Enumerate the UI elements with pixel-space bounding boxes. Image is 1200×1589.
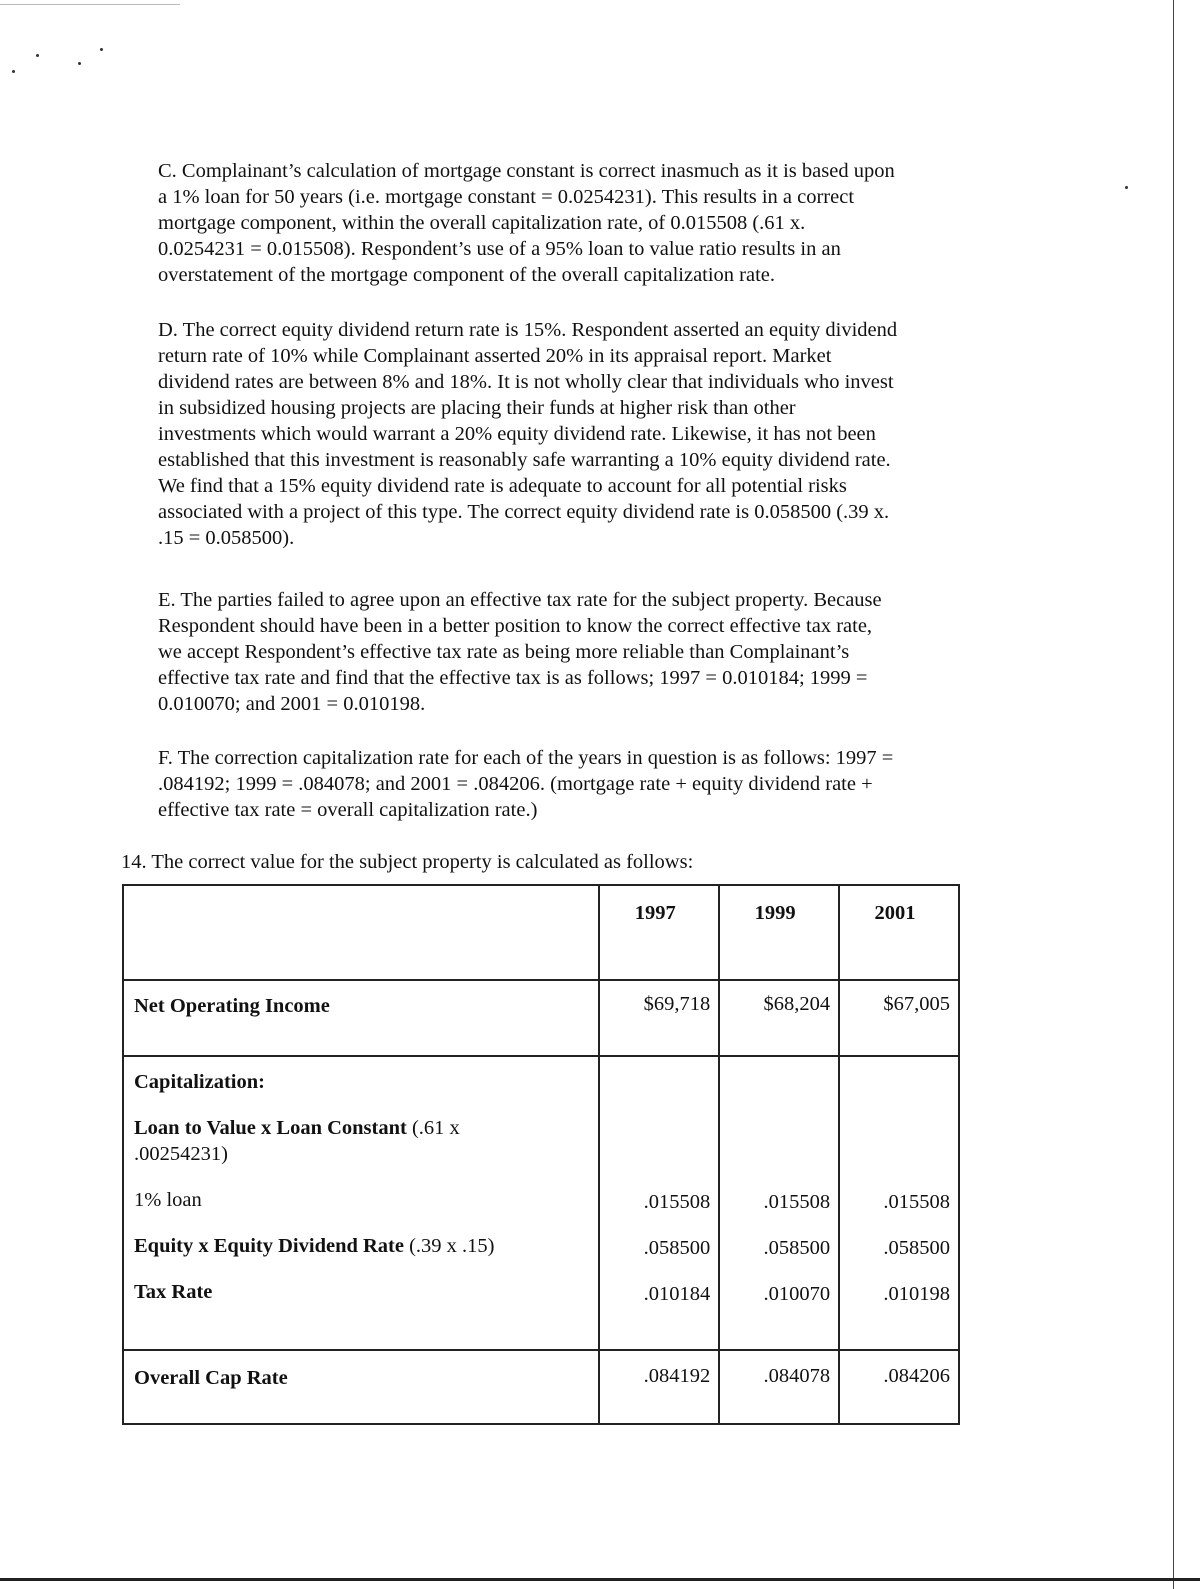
equity-value: .058500 bbox=[643, 1237, 711, 1259]
tax-rate-value: .010198 bbox=[883, 1283, 950, 1305]
paragraph-line: E. The parties failed to agree upon an effective tax rate for the subject property. Because bbox=[158, 589, 882, 611]
paragraph-line: in subsidized housing projects are placing their funds at higher risk than other bbox=[158, 397, 796, 419]
paragraph-line: effective tax rate and find that the effective tax is as follows; 1997 = 0.010184; 1999 = bbox=[158, 667, 868, 689]
paragraph-line: .15 = 0.058500). bbox=[158, 527, 295, 549]
scan-edge-right bbox=[1173, 0, 1174, 1589]
noi-value: $67,005 bbox=[883, 993, 950, 1015]
paragraph-e bbox=[158, 587, 1018, 717]
noi-label-cell bbox=[123, 980, 599, 1056]
paragraph-line: D. The correct equity dividend return rate is 15%. Respondent asserted an equity dividend bbox=[158, 319, 898, 341]
paragraph-line: investments which would warrant a 20% equity dividend rate. Likewise, it has not been bbox=[158, 423, 876, 445]
paragraph-line: a 1% loan for 50 years (i.e. mortgage constant = 0.0254231). This results in a correct bbox=[158, 186, 855, 208]
overall-cap-rate-value: .084192 bbox=[643, 1365, 711, 1387]
one-percent-loan-value: .015508 bbox=[883, 1191, 950, 1213]
overall-cap-rate-label: Overall Cap Rate bbox=[134, 1367, 288, 1389]
equity-value: .058500 bbox=[763, 1237, 831, 1259]
noi-value: $69,718 bbox=[643, 993, 711, 1015]
overall-cell bbox=[599, 1350, 719, 1424]
overall-cap-rate-value: .084206 bbox=[883, 1365, 950, 1387]
noi-label: Net Operating Income bbox=[134, 995, 330, 1017]
header-blank-cell bbox=[123, 885, 599, 980]
paragraph-line: .084192; 1999 = .084078; and 2001 = .084206. (mortgage rate + equity dividend rate + bbox=[158, 773, 873, 795]
noi-value: $68,204 bbox=[763, 993, 831, 1015]
equity-label bbox=[134, 1233, 598, 1259]
paragraph-line: dividend rates are between 8% and 18%. It is not wholly clear that individuals who invest bbox=[158, 371, 894, 393]
scan-speckle bbox=[1125, 186, 1128, 189]
table-row-capitalization bbox=[123, 1056, 959, 1350]
paragraph-line: mortgage component, within the overall capitalization rate, of 0.015508 (.61 x. bbox=[158, 212, 806, 234]
equity-value: .058500 bbox=[883, 1237, 950, 1259]
paragraph-line: F. The correction capitalization rate for each of the years in question is as follows: 1997 = bbox=[158, 747, 894, 769]
noi-cell bbox=[719, 980, 839, 1056]
year-header: 1997 bbox=[599, 885, 719, 980]
loan-label-line2: .00254231) bbox=[134, 1143, 228, 1165]
value-calculation-table bbox=[122, 884, 960, 1425]
paragraph-line: we accept Respondent’s effective tax rate as being more reliable than Complainant’s bbox=[158, 641, 850, 663]
tax-rate-label: Tax Rate bbox=[134, 1281, 213, 1303]
paragraph-f bbox=[158, 745, 1018, 823]
table-header-row bbox=[123, 885, 959, 980]
scan-speckles bbox=[8, 38, 128, 78]
paragraph-line: 0.0254231 = 0.015508). Respondent’s use of a 95% loan to value ratio results in an bbox=[158, 238, 841, 260]
overall-cell bbox=[839, 1350, 959, 1424]
overall-label-cell bbox=[123, 1350, 599, 1424]
tax-rate-value: .010070 bbox=[763, 1283, 831, 1305]
equity-label-bold: Equity x Equity Dividend Rate bbox=[134, 1235, 404, 1257]
scan-edge-top bbox=[0, 4, 180, 5]
noi-cell bbox=[839, 980, 959, 1056]
paragraph-c bbox=[158, 158, 1018, 288]
paragraph-line: effective tax rate = overall capitalization rate.) bbox=[158, 799, 538, 821]
loan-label bbox=[134, 1115, 598, 1141]
paragraph-d bbox=[158, 317, 1018, 551]
table-row-noi bbox=[123, 980, 959, 1056]
noi-cell bbox=[599, 980, 719, 1056]
paragraph-line: associated with a project of this type. The correct equity dividend rate is 0.058500 (.39 x. bbox=[158, 501, 890, 523]
tax-rate-value: .010184 bbox=[643, 1283, 711, 1305]
year-header: 2001 bbox=[839, 885, 959, 980]
paragraph-line: 0.010070; and 2001 = 0.010198. bbox=[158, 693, 426, 715]
equity-label-rest: (.39 x .15) bbox=[403, 1235, 495, 1257]
paragraph-line: return rate of 10% while Complainant asserted 20% in its appraisal report. Market bbox=[158, 345, 832, 367]
overall-cap-rate-value: .084078 bbox=[763, 1365, 831, 1387]
scan-edge-bottom bbox=[0, 1578, 1200, 1581]
loan-label-rest: (.61 x bbox=[406, 1117, 460, 1139]
item-14-heading: 14. The correct value for the subject property is calculated as follows: bbox=[121, 851, 694, 873]
table-row-overall-cap-rate bbox=[123, 1350, 959, 1424]
paragraph-line: C. Complainant’s calculation of mortgage constant is correct inasmuch as it is based upon bbox=[158, 160, 895, 182]
loan-label-bold: Loan to Value x Loan Constant bbox=[134, 1117, 407, 1139]
one-percent-loan-value: .015508 bbox=[643, 1191, 711, 1213]
one-percent-loan-value: .015508 bbox=[763, 1191, 831, 1213]
capitalization-values-cell bbox=[599, 1056, 719, 1350]
one-percent-loan-label: 1% loan bbox=[134, 1189, 202, 1211]
paragraph-line: Respondent should have been in a better position to know the correct effective tax rate, bbox=[158, 615, 873, 637]
paragraph-line: established that this investment is reasonably safe warranting a 10% equity dividend rate. bbox=[158, 449, 891, 471]
paragraph-line: overstatement of the mortgage component of the overall capitalization rate. bbox=[158, 264, 776, 286]
year-header: 1999 bbox=[719, 885, 839, 980]
capitalization-values-cell bbox=[719, 1056, 839, 1350]
overall-cell bbox=[719, 1350, 839, 1424]
capitalization-values-cell bbox=[839, 1056, 959, 1350]
paragraph-line: We find that a 15% equity dividend rate is adequate to account for all potential risks bbox=[158, 475, 847, 497]
capitalization-heading: Capitalization: bbox=[134, 1071, 265, 1093]
capitalization-label-cell bbox=[123, 1056, 599, 1350]
